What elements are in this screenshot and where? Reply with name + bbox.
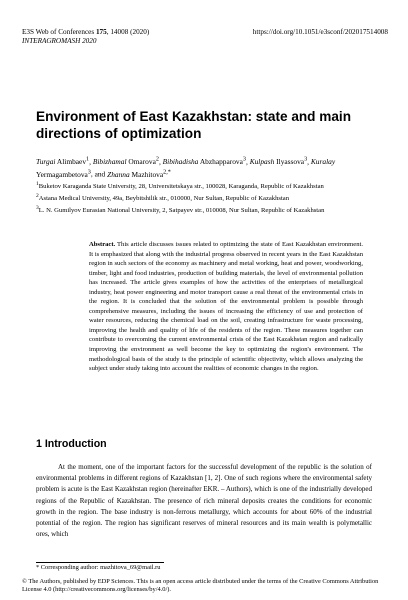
publication-year: (2020) <box>130 28 150 36</box>
author-separator: , <box>89 157 93 167</box>
author-affiliation-marker: 2 <box>155 157 159 163</box>
affiliation-text: L. N. Gumilyov Eurasian National University, 2, Satpayev str., 010008, Nur Sultan, Republic of Kazakhstan <box>38 206 325 214</box>
author-affiliation-marker: 3 <box>304 157 308 163</box>
abstract-block <box>89 240 363 374</box>
affiliation-item <box>36 180 372 192</box>
paper-title: Environment of East Kazakhstan: state and main directions of optimization <box>36 109 351 141</box>
citation-comma: , <box>106 28 109 36</box>
license-notice: © The Authors, published by EDP Sciences. This is an open access article distributed under the terms of the Creative Commons Attribution License 4.0 (http://creativecommons.org/licenses/by/4.0/). <box>22 578 379 594</box>
author-separator: , <box>307 157 311 167</box>
author-last-name: Omarova <box>126 157 156 167</box>
author-name <box>250 157 307 166</box>
affiliation-text: Buketov Karaganda State University, 28, Universitetskaya str., 100028, Karaganda, Republic of Kazakhstan <box>38 183 324 191</box>
article-number: 14008 <box>110 28 129 36</box>
affiliation-marker: 2 <box>36 192 39 199</box>
affiliation-text: Astana Medical University, 49a, Beybitshilik str., 010000, Nur Sultan, Republic of Kazakhstan <box>38 194 290 202</box>
author-separator: , and <box>90 169 108 179</box>
author-last-name: Mazhitova <box>129 169 164 179</box>
author-affiliation-marker: 2,* <box>163 169 171 176</box>
journal-citation <box>22 28 149 37</box>
author-affiliation-marker: 1 <box>86 157 90 163</box>
author-name <box>36 157 89 166</box>
author-affiliation-marker: 3 <box>87 169 91 176</box>
author-affiliation-marker: 3 <box>242 157 246 163</box>
author-separator: , <box>158 157 163 167</box>
affiliation-list <box>36 180 372 215</box>
body-text <box>36 462 372 540</box>
affiliation-item <box>36 204 372 216</box>
page-header <box>22 28 388 46</box>
author-first-name: Turgai <box>36 157 56 167</box>
author-list <box>36 155 372 180</box>
doi-link[interactable]: https://doi.org/10.1051/e3sconf/202017514008 <box>252 28 388 36</box>
abstract-text: This article discusses issues related to optimizing the state of East Kazakhstan environment. It is emphasized that along with the industrial progress observed in recent years in the East Kazakhstan region in such sectors of the economy as machinery and metal working, heat and power, woodworking, timber, light and food industries, production of building materials, the level of environmental pollution has increased. The article gives examples of how the activities of the enterprises of metallurgical industry, heat power engineering and motor transport cause a real threat of the environmental crisis in the region. It is concluded that the solution of the environmental problem is possible through comprehensive measures, including the issues of increasing the efficiency of use and protection of water resources, reducing the chemical load on the soil, creating infrastructure for waste processing, improving the health and quality of life of the residents of the region. These measures together can contribute to overcoming the current environmental crisis of the East Kazakhstan region and radically improving the environment as well become the key to optimizing the region's environment. The methodological basis of the study is the principle of scientific objectivity, which allows analyzing the subject under study taking into account the realities of economic changes in the region. <box>89 241 363 373</box>
conference-name: INTERAGROMASH 2020 <box>22 37 97 45</box>
author-first-name: Bibizhamal <box>92 157 127 167</box>
abstract-label: Abstract. <box>89 241 116 248</box>
author-first-name: Kulpash <box>249 157 275 167</box>
author-separator: , <box>245 157 250 167</box>
journal-name: E3S Web of Conferences <box>22 28 95 36</box>
author-name <box>93 157 159 166</box>
author-name <box>163 157 246 166</box>
author-first-name: Bibihadisha <box>162 157 199 167</box>
corresponding-author-footnote: * Corresponding author: mazhitova_69@mail.ru <box>36 564 161 571</box>
section-title: Introduction <box>44 438 107 450</box>
author-first-name: Zhanna <box>107 169 130 179</box>
section-heading <box>36 438 107 450</box>
author-last-name: Abzhapparova <box>198 157 243 167</box>
journal-volume: 175 <box>95 28 107 36</box>
affiliation-marker: 3 <box>36 204 39 211</box>
intro-paragraph: At the moment, one of the important factors for the successful development of the republic is the solution of environmental problems in different regions of Kazakhstan [1, 2]. One of such regions where the environmental safety problem is acute is the East Kazakhstan region (hereinafter EKR. – Authors), which is one of the industrially developed regions of the Republic of Kazakhstan. The presence of rich mineral deposits creates the conditions for economic growth in the region. The base industry is non-ferrous metallurgy, which accounts for about 60% of the industrial potential of the region. The region has significant reserves of mineral resources and its main wealth is polymetallic ores, which <box>36 463 372 539</box>
author-last-name: Alimbaev <box>55 157 87 167</box>
affiliation-marker: 1 <box>36 181 39 187</box>
author-name <box>107 170 171 179</box>
author-last-name: Yermagambetova <box>36 169 88 179</box>
author-last-name: Ilyassova <box>274 157 305 167</box>
section-number: 1 <box>36 438 42 450</box>
author-first-name: Kuralay <box>310 157 336 167</box>
affiliation-item <box>36 192 372 204</box>
